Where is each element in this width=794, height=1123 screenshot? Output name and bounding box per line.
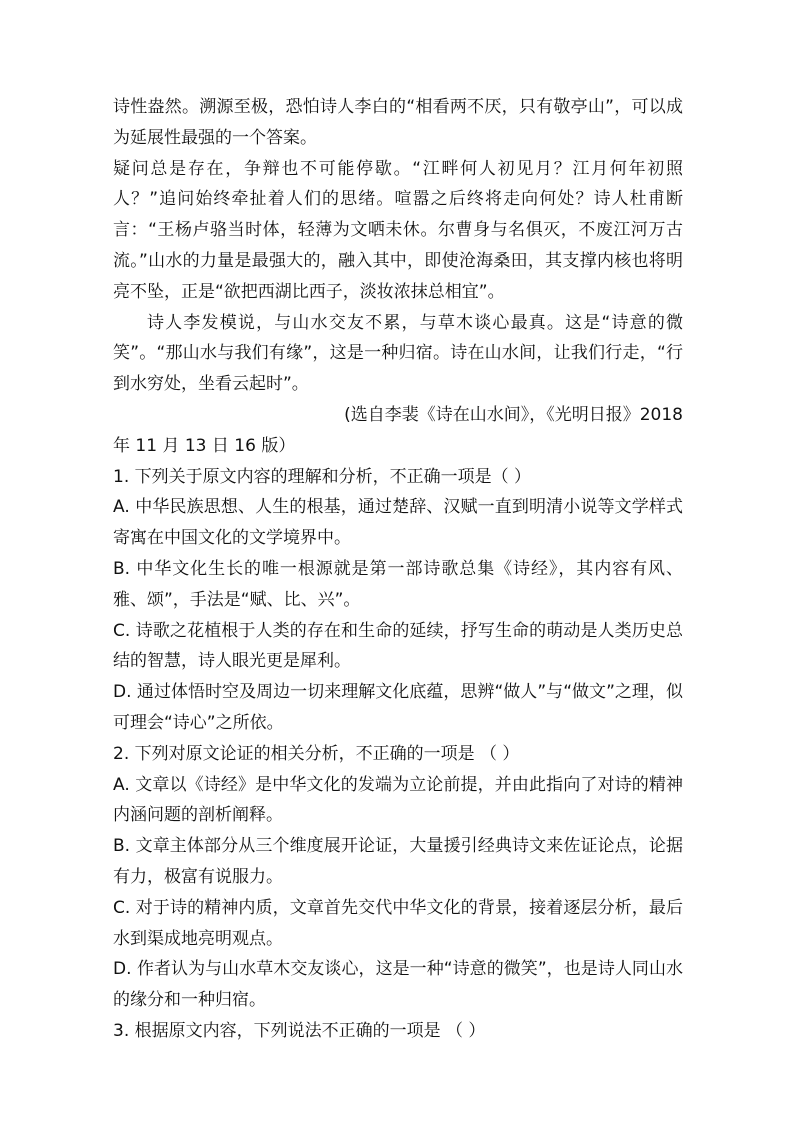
question-3-stem: 3. 根据原文内容，下列说法不正确的一项是 （ ） [113, 1020, 486, 1041]
paragraph-1: 诗性盎然。溯源至极，恐怕诗人李白的“相看两不厌，只有敬亭山”，可以成为延展性最强的一个答案。 [113, 97, 683, 148]
source-citation-line-2: 年 11 月 13 日 16 版） [113, 435, 296, 456]
question-2-option-c: C. 对于诗的精神内质，文章首先交代中华文化的背景，接着逐层分析，最后水到渠成地亮明观点。 [113, 897, 683, 949]
question-2-option-d: D. 作者认为与山水草木交友谈心，这是一种“诗意的微笑”，也是诗人同山水的缘分和一种归宿。 [113, 959, 683, 1011]
paragraph-2: 疑问总是存在，争辩也不可能停歇。“江畔何人初见月？江月何年初照人？”追问始终牵扯着人们的思绪。喧嚣之后终将走向何处？诗人杜甫断言：“王杨卢骆当时体，轻薄为文哂未休。尔曹身与名俱灭，不废江河万古流。”山水的力量是最强大的，融入其中，即使沧海桑田，其支撑内核也将明亮不坠，正是“欲把西湖比西子，淡妆浓抹总相宜”。 [113, 158, 683, 302]
question-2-option-b: B. 文章主体部分从三个维度展开论证，大量援引经典诗文来佐证论点，论据有力，极富有说服力。 [113, 836, 683, 887]
paragraph-3: 诗人李发模说，与山水交友不累，与草木谈心最真。这是“诗意的微笑”。“那山水与我们有缘”，这是一种归宿。诗在山水间，让我们行走，“行到水穷处，坐看云起时”。 [113, 312, 683, 395]
question-1-option-c: C. 诗歌之花植根于人类的存在和生命的延续，抒写生命的萌动是人类历史总结的智慧，诗人眼光更是犀利。 [113, 620, 683, 672]
question-1-stem: 1. 下列关于原文内容的理解和分析，不正确一项是（ ） [113, 466, 532, 487]
question-1-option-a: A. 中华民族思想、人生的根基，通过楚辞、汉赋一直到明清小说等文学样式寄寓在中国文化的文学境界中。 [113, 497, 683, 549]
question-1-option-b: B. 中华文化生长的唯一根源就是第一部诗歌总集《诗经》，其内容有风、雅、颂”，手法是“赋、比、兴”。 [113, 558, 683, 610]
question-1-option-d: D. 通过体悟时空及周边一切来理解文化底蕴，思辨“做人”与“做文”之理，似可理会“诗心”之所依。 [113, 682, 683, 733]
document-page [113, 92, 683, 1047]
source-citation-line-1: (选自李裴《诗在山水间》，《光明日报》2018 [344, 404, 683, 425]
question-2-stem: 2. 下列对原文论证的相关分析，不正确的一项是 （ ） [113, 743, 520, 764]
question-2-option-a: A. 文章以《诗经》是中华文化的发端为立论前提，并由此指向了对诗的精神内涵问题的剖析阐释。 [113, 774, 683, 826]
